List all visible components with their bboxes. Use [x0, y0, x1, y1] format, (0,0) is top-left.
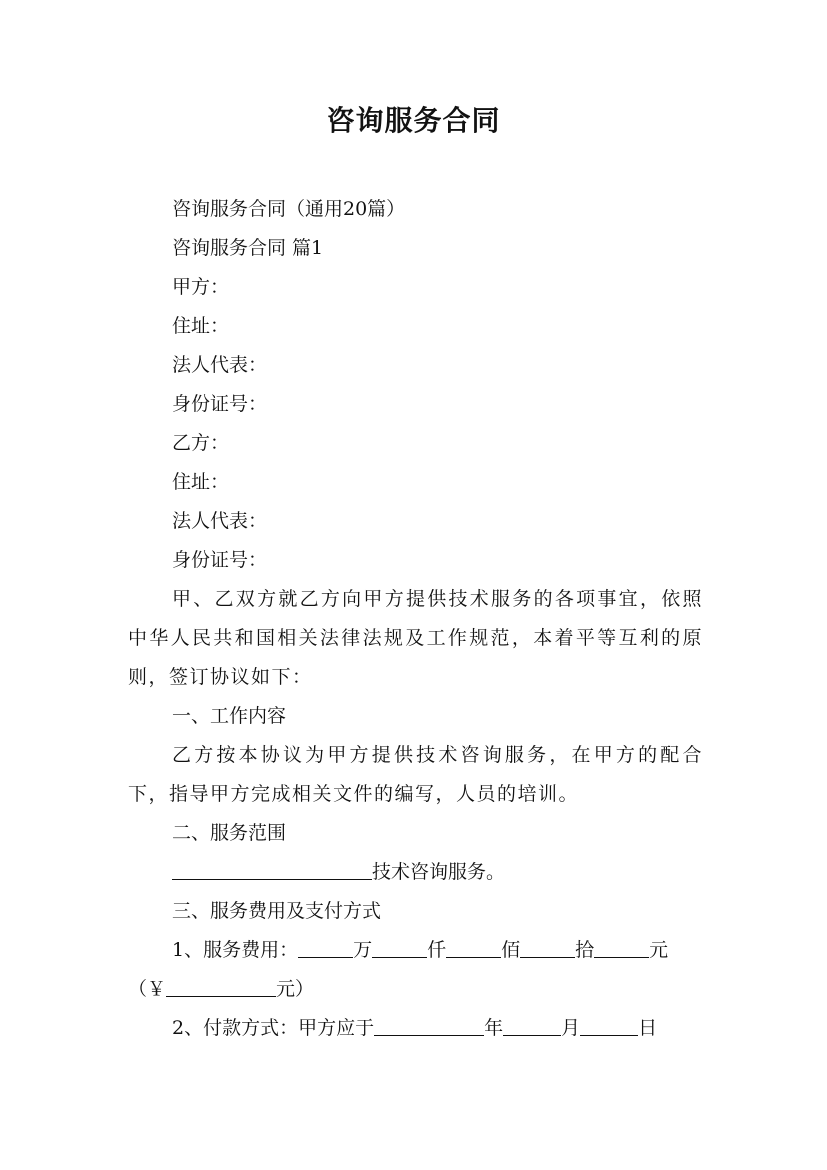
fee-shi-unit: 拾: [575, 939, 595, 961]
clause-2-line: [128, 853, 703, 892]
fee-label: 1、服务费用：: [172, 939, 299, 961]
payment-label: 2、付款方式：甲方应于: [172, 1017, 375, 1039]
payment-line: [128, 1009, 703, 1048]
party-b-legal-rep: 法人代表：: [172, 510, 268, 532]
section-heading: 咨询服务合同 篇1: [172, 237, 324, 259]
party-a-label: 甲方：: [172, 276, 230, 298]
clause-2-heading: 二、服务范围: [172, 822, 287, 844]
service-scope-blank: [172, 855, 372, 880]
party-a-address: 住址：: [172, 315, 230, 337]
fee-qian-blank: [372, 933, 427, 958]
payment-month-unit: 月: [561, 1017, 581, 1039]
clause-3-heading: 三、服务费用及支付方式: [172, 900, 382, 922]
clause-1-text: 乙方按本协议为甲方提供技术咨询服务，在甲方的配合下，指导甲方完成相关文件的编写，人员的培训。: [128, 744, 703, 805]
document-title: 咨询服务合同: [326, 104, 501, 137]
party-a-legal-rep: 法人代表：: [172, 354, 268, 376]
fee-yuan-unit: 元: [649, 939, 669, 961]
fee-line: [128, 931, 703, 970]
fee-wan-blank: [298, 933, 353, 958]
fee-qian-unit: 仟: [427, 939, 447, 961]
intro-paragraph: 甲、乙双方就乙方向甲方提供技术服务的各项事宜，依照中华人民共和国相关法律法规及工作规范，本着平等互利的原则，签订协议如下：: [128, 588, 703, 688]
fee-wan-unit: 万: [353, 939, 373, 961]
payment-day-blank: [580, 1011, 638, 1036]
fee-yuan-blank: [594, 933, 649, 958]
document-body: [128, 190, 703, 1048]
clause-1-heading: 一、工作内容: [172, 705, 287, 727]
fee-rmb-line: [128, 970, 703, 1009]
payment-month-blank: [503, 1011, 561, 1036]
rmb-open: （￥: [128, 978, 167, 1000]
service-scope-suffix: 技术咨询服务。: [372, 861, 506, 883]
party-a-id-number: 身份证号：: [172, 393, 268, 415]
rmb-close: 元）: [276, 978, 315, 1000]
party-b-label: 乙方：: [172, 432, 230, 454]
payment-year-blank: [374, 1011, 484, 1036]
party-b-id-number: 身份证号：: [172, 549, 268, 571]
payment-year-unit: 年: [484, 1017, 504, 1039]
fee-bai-unit: 佰: [501, 939, 521, 961]
rmb-amount-blank: [166, 972, 276, 997]
fee-bai-blank: [446, 933, 501, 958]
document-subtitle: 咨询服务合同（通用20篇）: [172, 198, 406, 220]
payment-day-unit: 日: [638, 1017, 658, 1039]
fee-shi-blank: [520, 933, 575, 958]
party-b-address: 住址：: [172, 471, 230, 493]
